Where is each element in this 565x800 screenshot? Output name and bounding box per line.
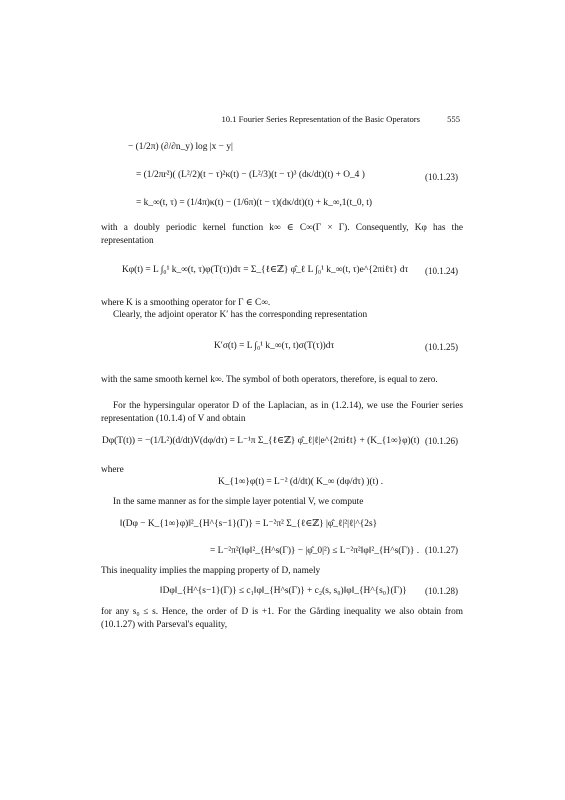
equation-10-1-26 <box>102 435 419 446</box>
equation-10-1-27-line-1 <box>120 518 377 529</box>
paragraph-symbol: with the same smooth kernel k∞. The symbol of both operators, therefore, is equal to zero. <box>101 375 438 385</box>
equation-10-1-25-text: K′σ(t) = L ∫₀¹ k_∞(τ, t)σ(T(τ))dτ <box>214 341 335 351</box>
equation-10-1-24 <box>122 264 408 275</box>
equation-10-1-27-line-2-text: = L⁻²π²(‖φ‖²_{H^s(Γ)} − |φ̂_0|²) ≤ L⁻²π²‖φ‖²_{H^s(Γ)} . <box>210 546 420 556</box>
running-title: 10.1 Fourier Series Representation of the Basic Operators <box>221 114 420 124</box>
equation-10-1-23-line-1-text: − (1/2π) (∂/∂n_y) log |x − y| <box>128 142 233 152</box>
equation-k1-definition-text: K_{1∞}φ(t) = L⁻² (d/dt)( K_∞ (dφ/dτ) )(t) . <box>218 477 384 487</box>
paragraph-mapping: This inequality implies the mapping property of D, namely <box>101 566 321 576</box>
paragraph-hypersingular: For the hypersingular operator D of the Laplacian, as in (1.2.14), we use the Fourier series representation (10.1.4) of V and obtain <box>101 401 463 424</box>
equation-10-1-26-text: Dφ(T(t)) = −(1/L²)(d/dt)V(dφ/dτ) = L⁻¹π Σ_{ℓ∈ℤ} φ̂_ℓ|ℓ|e^{2πiℓt} + (K_{1∞}φ)(t) <box>102 436 420 446</box>
equation-number-10-1-27: (10.1.27) <box>425 545 458 555</box>
equation-10-1-27-line-2 <box>210 545 419 556</box>
equation-10-1-25 <box>214 341 334 351</box>
equation-number-10-1-25: (10.1.25) <box>425 342 458 352</box>
equation-10-1-23-line-3 <box>136 198 372 208</box>
paragraph-where: where <box>101 465 124 475</box>
equation-10-1-24-text: Kφ(t) = L ∫₀¹ k_∞(t, τ)φ(T(τ))dτ = Σ_{ℓ∈ℤ} φ̂_ℓ L ∫₀¹ k_∞(t, τ)e^{2πiℓτ} dτ <box>122 265 409 275</box>
equation-10-1-23-line-1 <box>128 142 233 152</box>
equation-number-10-1-24: (10.1.24) <box>425 266 458 276</box>
equation-number-10-1-28: (10.1.28) <box>425 586 458 596</box>
page-number: 555 <box>447 114 460 124</box>
equation-k1-definition <box>218 476 383 487</box>
paragraph-garding: for any s₀ ≤ s. Hence, the order of D is +1. For the Gårding inequality we also obtain from (10.1.27) with Parseval's equality, <box>101 607 463 630</box>
equation-10-1-28-text: ‖Dφ‖_{H^{s−1}(Γ)} ≤ c₁‖φ‖_{H^s(Γ)} + c₂(s, s₀)‖φ‖_{H^{s₀}(Γ)} <box>160 586 407 596</box>
paragraph-adjoint: Clearly, the adjoint operator K′ has the corresponding representation <box>113 310 368 320</box>
equation-number-10-1-23: (10.1.23) <box>425 172 458 182</box>
paragraph-kernel: with a doubly periodic kernel function k∞ ∈ C∞(Γ × Γ). Consequently, Kφ has the representation <box>101 223 463 246</box>
paragraph-smoothing: where K is a smoothing operator for Γ ∈ C∞. <box>101 298 271 308</box>
running-header <box>100 114 460 128</box>
paragraph-same-manner: In the same manner as for the simple layer potential V, we compute <box>113 497 364 507</box>
equation-number-10-1-26: (10.1.26) <box>425 436 458 446</box>
equation-10-1-23-line-2 <box>136 170 365 180</box>
equation-10-1-23-line-2-text: = (1/2πr²)( (L²/2)(t − τ)²κ(t) − (L²/3)(t − τ)³ (dκ/dt)(t) + O_4 ) <box>136 170 365 180</box>
equation-10-1-28 <box>160 586 407 596</box>
equation-10-1-23-line-3-text: = k_∞(t, τ) = (1/4π)κ(t) − (1/6π)(t − τ)(dκ/dt)(t) + k_∞,1(t_0, t) <box>136 198 373 208</box>
equation-10-1-27-line-1-text: ‖(Dφ − K_{1∞}φ)‖²_{H^{s−1}(Γ)} = L⁻²π² Σ_{ℓ∈ℤ} |φ̂_ℓ|²|ℓ|^{2s} <box>120 519 378 529</box>
